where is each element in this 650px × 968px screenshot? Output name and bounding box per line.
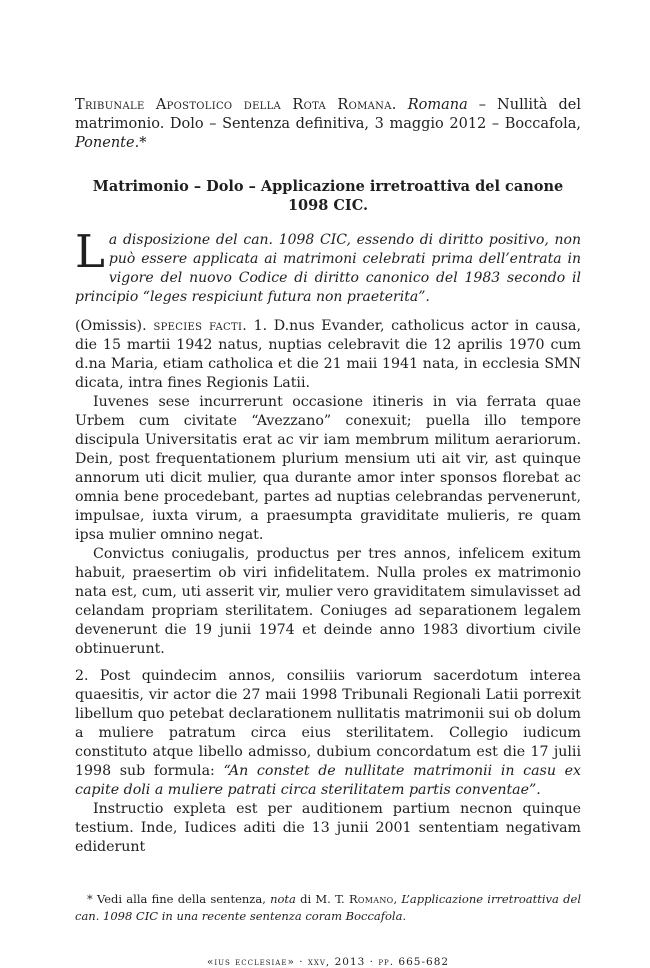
paragraph-text: 2. Post quindecim annos, consiliis variorum sacerdotum interea quaesitis, vir actor die 27 maii 1998 Tribunali Regionali Latii porrexit libellum quo petebat declarationem nullitatis matrimonii sui ob dolum a muliere patratum circa eius sterilitatem. Collegio iudicum constituto atque libello admisso, dubium concordatum est die 17 julii 1998 sub formula: <box>75 668 581 779</box>
paragraph: Iuvenes sese incurrerunt occasione itineris in via ferrata quae Urbem cum civitate “Avezzano” conexuit; puella illo tempore discipula Universitatis erat ac vir iam membrum militum aerariorum. Dein, post frequentationem plurium mensium uti ait vir, ast quinque annorum uti dicit mulier, qua durante amor inter sponsos florebat ac omnia bene procedebant, partes ad nuptias celebrandas pervenerunt, impulsae, iuxta virum, a praesumpta graviditate mulieris, re quam ipsa mulier omnino negat. <box>75 394 581 543</box>
paragraph: Instructio expleta est per auditionem partium necnon quinque testium. Inde, Iudices aditi die 13 junii 2001 sententiam negativam ediderunt <box>75 801 581 855</box>
dubium-formula: “An constet de nullitate matrimonii in casu ex capite doli a muliere patrati circa sterilitatem partis conventae” <box>75 763 581 798</box>
case-place: Romana <box>407 97 468 113</box>
footnote-text: di M. T. <box>295 892 349 906</box>
paragraph-text: 1. D.nus Evander, catholicus actor in causa, die 15 martii 1942 natus, nuptias celebravit die 12 aprilis 1970 cum d.na Maria, etiam catholica et die 21 maii 1941 nata, in ecclesia SMN dicata, intra fines Regionis Latii. <box>75 318 581 391</box>
footnote-text: Vedi alla fine della sentenza, <box>92 892 271 906</box>
drop-cap: L <box>75 225 105 278</box>
paragraph: Convictus coniugalis, productus per tres annos, infelicem exitum habuit, praesertim ob viri infidelitatem. Nulla proles ex matrimonio nata est, cum, uti asserit vir, mulier vero graviditatem simulavisset ad celandam propriam sterilitatem. Coniuges ad separationem legalem devenerunt die 19 junii 1974 et deinde anno 1983 divortium civile obtinuerunt. <box>75 546 581 657</box>
tribunal-name: Tribunale Apostolico della Rota Romana. <box>75 97 397 113</box>
decision-title: Matrimonio – Dolo – Applicazione irretroattiva del canone 1098 CIC. <box>92 178 564 214</box>
footnote-text: , <box>393 892 402 906</box>
paragraph-species-facti <box>75 317 581 393</box>
footnote-mark: * <box>87 892 93 906</box>
header-text: – Nullità del matrimonio. Dolo – Sentenza definitiva, 3 maggio 2012 – Boccafola, <box>75 97 581 132</box>
article-header <box>75 96 581 153</box>
ponente-label: Ponente. <box>75 135 140 151</box>
footnote <box>75 891 581 925</box>
omissis: (Omissis). <box>75 318 147 334</box>
abstract-text: a disposizione del can. 1098 CIC, essendo di diritto positivo, non può essere applicata ai matrimoni celebrati prima dell’entrata in vigore del nuovo Codice di diritto canonico del 1983 secondo il principio “leges respiciunt futura non praeterita”. <box>75 232 581 305</box>
header-note-mark: * <box>139 135 147 151</box>
abstract <box>75 225 581 307</box>
footnote-title: L’applicazione irretroattiva del can. 1098 CIC in una recente sentenza coram Boccafola. <box>75 892 581 923</box>
page-body <box>75 96 581 968</box>
species-facti-label: species facti. <box>146 318 248 334</box>
journal-footer: «ius ecclesiae» · xxv, 2013 · pp. 665-682 <box>206 956 450 968</box>
paragraph-end: . <box>536 782 541 798</box>
footnote-nota: nota <box>270 892 296 906</box>
footnote-author: Romano <box>348 892 394 906</box>
paragraph-2 <box>75 667 581 800</box>
